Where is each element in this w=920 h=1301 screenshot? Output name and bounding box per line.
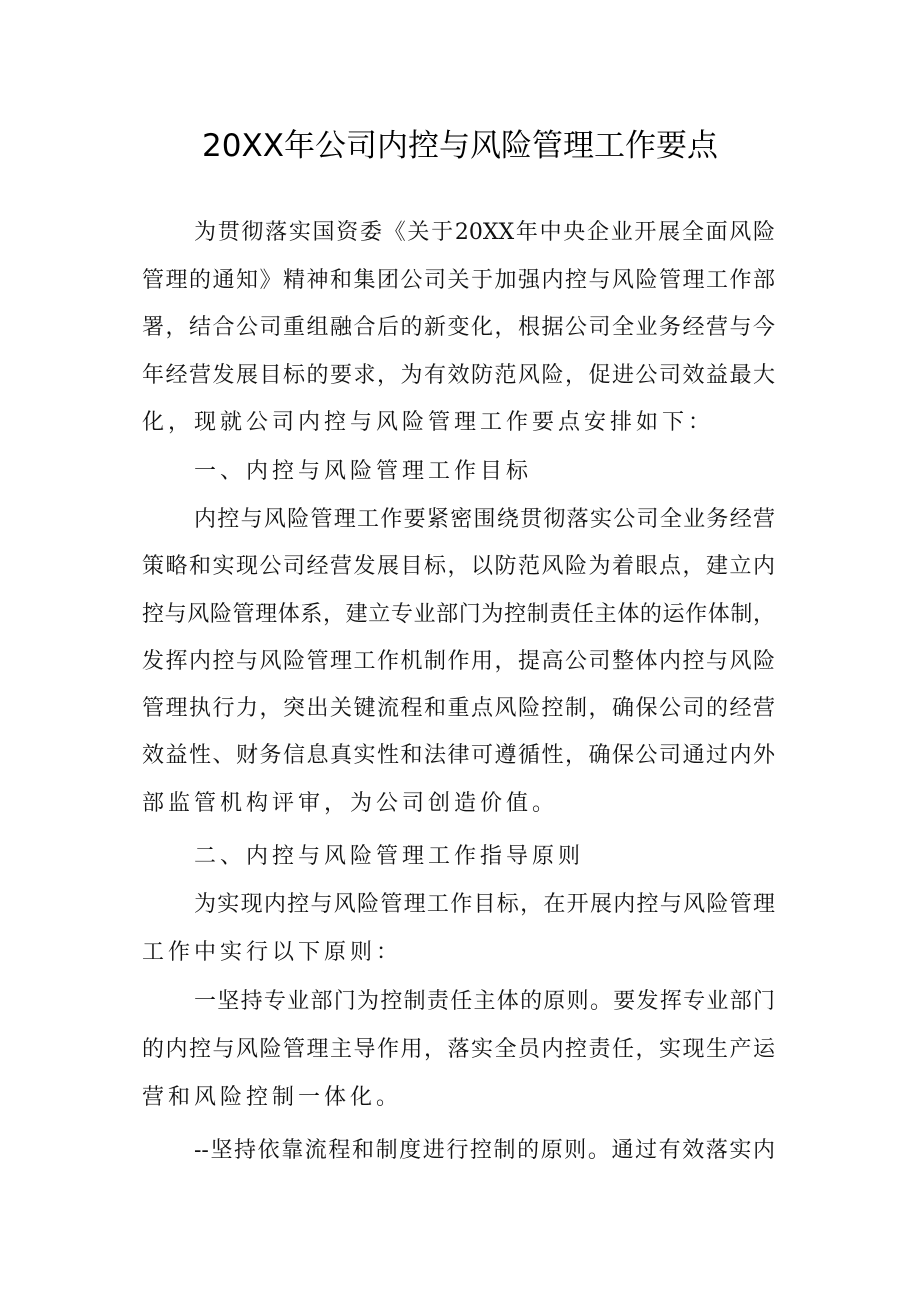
document-title: 20XX年公司内控与风险管理工作要点: [202, 128, 718, 164]
paragraph-line: 管理的通知》精神和集团公司关于加强内控与风险管理工作部: [142, 268, 775, 293]
paragraph-line: 的内控与风险管理主导作用，落实全员内控责任，实现生产运: [142, 1037, 775, 1062]
paragraph-line: 一坚持专业部门为控制责任主体的原则。要发挥专业部门: [194, 989, 775, 1014]
paragraph-line: 内控与风险管理工作要紧密围绕贯彻落实公司全业务经营: [194, 507, 775, 532]
section-heading: 一、内控与风险管理工作目标: [194, 459, 533, 484]
paragraph-line: 工作中实行以下原则：: [142, 940, 403, 965]
paragraph-line: 为实现内控与风险管理工作目标，在开展内控与风险管理: [194, 892, 775, 917]
paragraph-line: 控与风险管理体系，建立专业部门为控制责任主体的运作体制，: [142, 602, 775, 627]
paragraph-line: 署，结合公司重组融合后的新变化，根据公司全业务经营与今: [142, 315, 775, 340]
paragraph-line: 策略和实现公司经营发展目标，以防范风险为着眼点，建立内: [142, 554, 775, 579]
paragraph-line: 部监管机构评审，为公司创造价值。: [142, 791, 559, 816]
paragraph-line: 管理执行力，突出关键流程和重点风险控制，确保公司的经营: [142, 696, 775, 721]
paragraph-line: 化，现就公司内控与风险管理工作要点安排如下：: [142, 410, 715, 435]
paragraph-line: 年经营发展目标的要求，为有效防范风险，促进公司效益最大: [142, 363, 775, 388]
paragraph-line: --坚持依靠流程和制度进行控制的原则。通过有效落实内: [194, 1138, 775, 1163]
paragraph-line: 发挥内控与风险管理工作机制作用，提高公司整体内控与风险: [142, 649, 775, 674]
section-heading: 二、内控与风险管理工作指导原则: [194, 844, 585, 869]
paragraph-line: 为贯彻落实国资委《关于20XX年中央企业开展全面风险: [194, 220, 775, 245]
paragraph-line: 营和风险控制一体化。: [142, 1085, 403, 1110]
paragraph-line: 效益性、财务信息真实性和法律可遵循性，确保公司通过内外: [142, 743, 775, 768]
